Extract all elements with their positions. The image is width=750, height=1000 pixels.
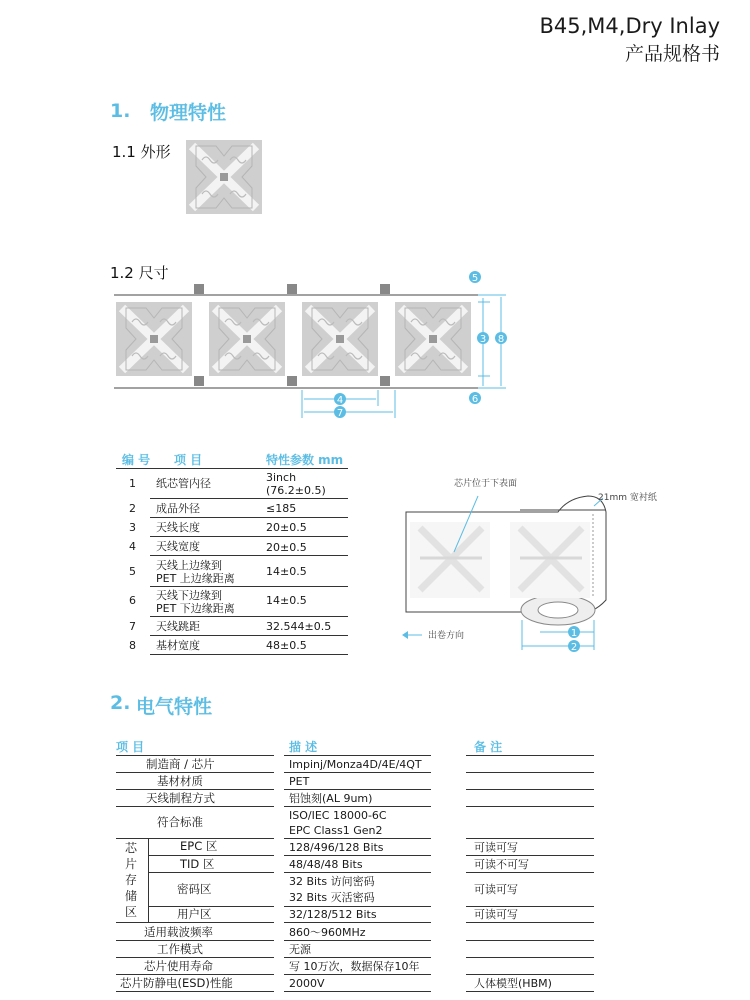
dim-row-item: PET 上边缘距离 xyxy=(156,572,235,585)
memory-row-desc: 48/48/48 Bits xyxy=(289,858,363,871)
dim-row-no: 8 xyxy=(129,639,136,652)
marker-4: 4 xyxy=(336,395,344,406)
dim-row-item: 天线宽度 xyxy=(156,540,200,553)
reg-mark xyxy=(287,376,297,386)
elec-row-desc: 无源 xyxy=(289,943,311,956)
elec-row-item: 符合标准 xyxy=(157,815,203,829)
dim-row-item: 纸芯管内径 xyxy=(156,477,211,490)
marker-6: 6 xyxy=(471,394,479,405)
document-title: B45,M4,Dry Inlay xyxy=(539,14,720,38)
dim-row-item: 天线长度 xyxy=(156,521,200,534)
dim-row-no: 1 xyxy=(129,477,136,490)
marker-5: 5 xyxy=(471,273,479,284)
paper-label: 21mm 宽衬纸 xyxy=(598,493,657,503)
dim-row-value: 14±0.5 xyxy=(266,594,307,607)
dim-row-value: ≤185 xyxy=(266,502,297,515)
elec-row-desc: ISO/IEC 18000-6C xyxy=(289,809,387,822)
dim-row-no: 3 xyxy=(129,521,136,534)
elec-row-desc: EPC Class1 Gen2 xyxy=(289,824,383,837)
memory-row-note: 可读可写 xyxy=(474,883,518,896)
elec-row-item: 天线制程方式 xyxy=(146,791,215,805)
direction-label: 出卷方向 xyxy=(428,631,465,641)
dim-row-item: 天线上边缘到 xyxy=(156,559,222,572)
dim-row-no: 7 xyxy=(129,620,136,633)
section1-number: 1. xyxy=(110,100,131,122)
dim-row-no: 5 xyxy=(129,565,136,578)
memory-row-item: TID 区 xyxy=(180,857,215,871)
elec-row-item: 制造商 / 芯片 xyxy=(146,757,215,771)
dim-row-item: 天线下边缘到 xyxy=(156,589,222,602)
dim-row-item: PET 下边缘距离 xyxy=(156,602,235,615)
elec-row-item: 芯片使用寿命 xyxy=(144,959,213,973)
elec-row-desc: 写 10万次，数据保存10年 xyxy=(289,960,420,973)
elec-row-desc: 860～960MHz xyxy=(289,926,366,939)
elec-row-desc: 2000V xyxy=(289,977,325,990)
subsection-shape: 1.1 外形 xyxy=(112,143,171,161)
elec-header-note: 备 注 xyxy=(474,740,503,754)
antenna-3 xyxy=(302,302,378,376)
section2-title: 电气特性 xyxy=(136,696,213,718)
elec-row-desc: 铝蚀刻(AL 9um) xyxy=(289,792,373,805)
roll-marker-2: 2 xyxy=(570,642,578,653)
memory-row-note: 可读不可写 xyxy=(474,858,529,871)
dim-header-no: 编 号 xyxy=(122,453,151,467)
dim-row-no: 2 xyxy=(129,502,136,515)
dim-row-value: 14±0.5 xyxy=(266,565,307,578)
elec-row-desc: Impinj/Monza4D/4E/4QT xyxy=(289,758,422,771)
memory-row-desc: 32 Bits 灭活密码 xyxy=(289,891,375,904)
dim-row-value: 3inch xyxy=(266,471,297,484)
reg-mark xyxy=(194,376,204,386)
elec-header-item: 项 目 xyxy=(116,740,145,754)
inlay-strip-drawing xyxy=(110,268,520,423)
section2-number: 2. xyxy=(110,692,131,714)
marker-3: 3 xyxy=(479,334,487,345)
memory-row-item: 密码区 xyxy=(177,882,212,896)
document-subtitle: 产品规格书 xyxy=(624,43,720,65)
elec-row-note: 人体模型(HBM) xyxy=(474,977,552,990)
antenna-4 xyxy=(395,302,471,376)
elec-row-item: 适用载波频率 xyxy=(144,925,213,939)
dim-row-item: 天线跳距 xyxy=(156,620,200,633)
roll-marker-1: 1 xyxy=(570,628,578,639)
memory-group-label: 芯片存储区 xyxy=(125,841,138,919)
memory-row-note: 可读可写 xyxy=(474,908,518,921)
section1-title: 物理特性 xyxy=(150,102,227,124)
roll-drawing xyxy=(398,470,678,660)
antenna-1 xyxy=(116,302,192,376)
elec-row-item: 基材材质 xyxy=(157,774,203,788)
reg-mark xyxy=(380,376,390,386)
dim-row-value: 20±0.5 xyxy=(266,521,307,534)
elec-row-item: 工作模式 xyxy=(157,942,203,956)
elec-header-desc: 描 述 xyxy=(289,740,318,754)
dim-row-value: 48±0.5 xyxy=(266,639,307,652)
marker-7: 7 xyxy=(336,408,344,419)
reg-mark xyxy=(380,284,390,294)
subsection-size: 1.2 尺寸 xyxy=(110,264,169,282)
reg-mark xyxy=(287,284,297,294)
elec-row-item: 芯片防静电(ESD)性能 xyxy=(120,976,233,990)
marker-8: 8 xyxy=(497,334,505,345)
dim-row-value: 20±0.5 xyxy=(266,541,307,554)
dim-header-value: 特性参数 mm xyxy=(266,453,344,467)
memory-row-note: 可读可写 xyxy=(474,841,518,854)
inlay-shape-image xyxy=(186,140,262,214)
memory-row-desc: 128/496/128 Bits xyxy=(289,841,384,854)
elec-row-desc: PET xyxy=(289,775,310,788)
dim-row-no: 4 xyxy=(129,540,136,553)
chip-label: 芯片位于下表面 xyxy=(454,479,518,489)
memory-row-item: EPC 区 xyxy=(180,839,218,853)
dim-header-item: 项 目 xyxy=(174,453,203,467)
dim-row-no: 6 xyxy=(129,594,136,607)
memory-row-desc: 32 Bits 访问密码 xyxy=(289,875,375,888)
dim-row-item: 成品外径 xyxy=(156,502,200,515)
reg-mark xyxy=(194,284,204,294)
dim-row-value: 32.544±0.5 xyxy=(266,620,332,633)
memory-row-desc: 32/128/512 Bits xyxy=(289,908,377,921)
memory-row-item: 用户区 xyxy=(177,907,212,921)
dim-row-item: 基材宽度 xyxy=(156,639,200,652)
antenna-2 xyxy=(209,302,285,376)
dim-row-value: (76.2±0.5) xyxy=(266,484,326,497)
